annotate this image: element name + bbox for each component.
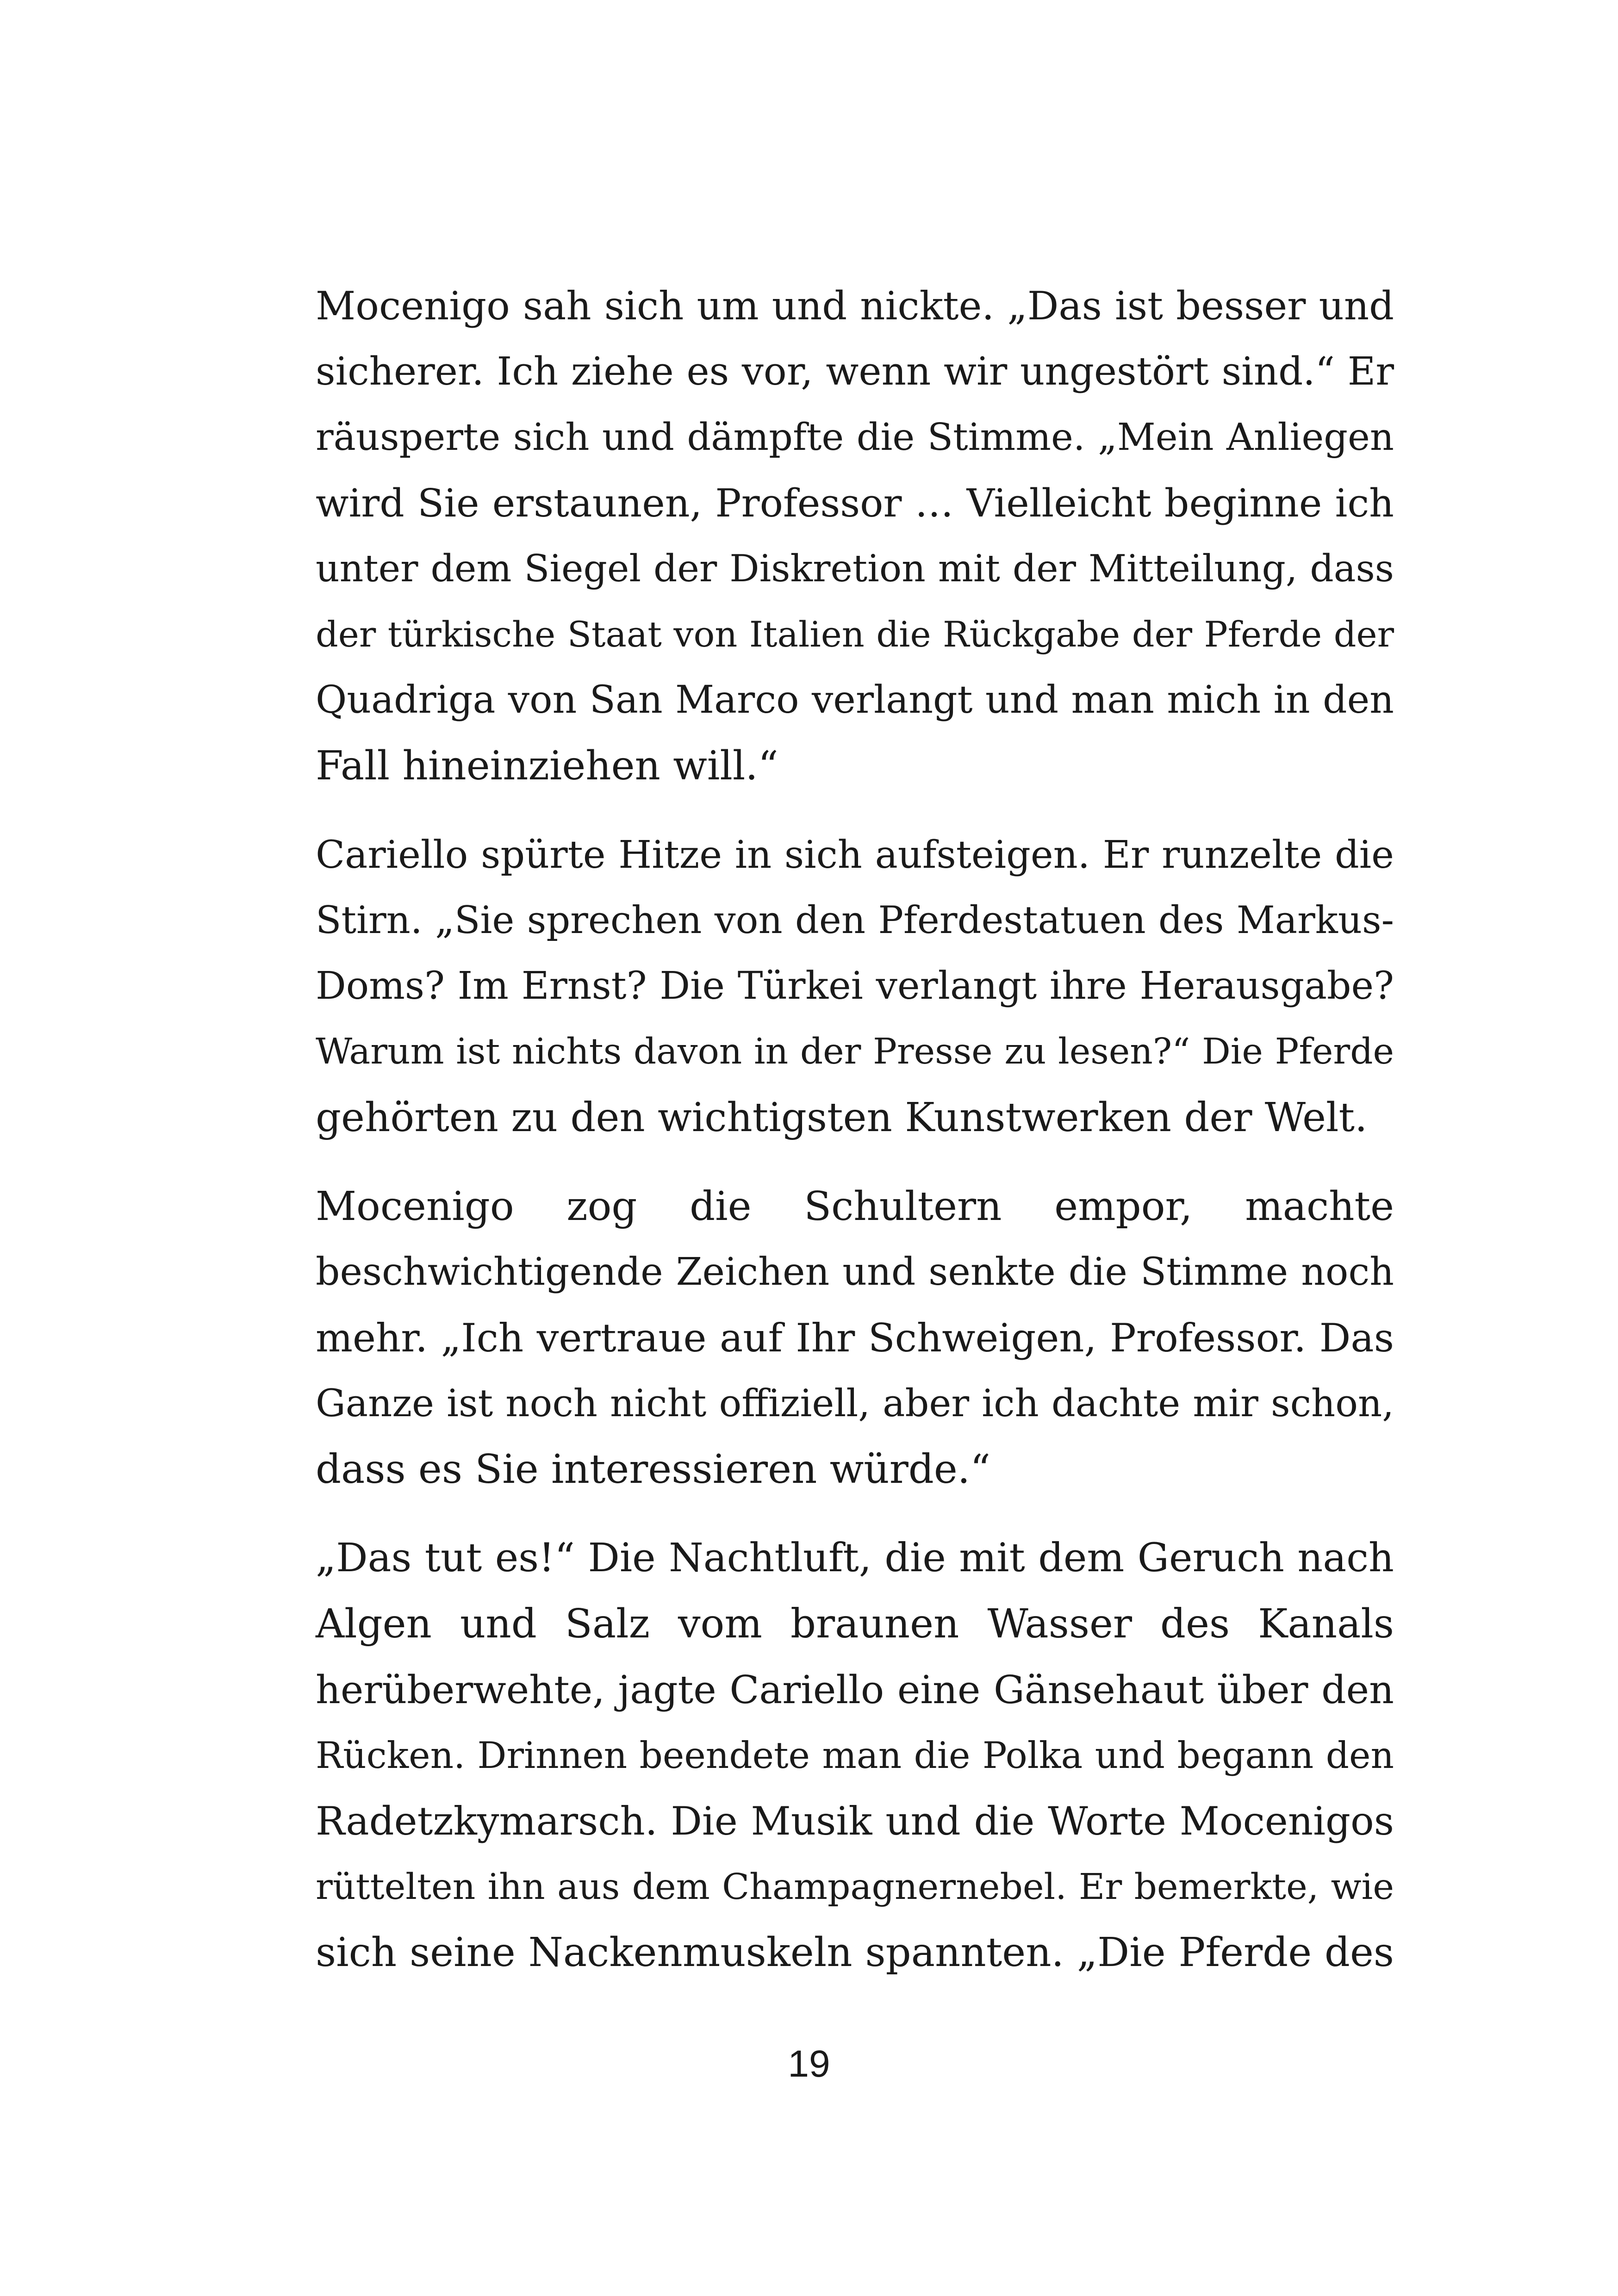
text-line: der türkische Staat von Italien die Rückgabe der Pferde der	[316, 614, 1394, 655]
text-line: Stirn. „Sie sprechen von den Pferdestatuen des Markus-	[316, 899, 1394, 942]
paragraph-4	[316, 1525, 1394, 1985]
page-number: 19	[788, 2043, 830, 2085]
text-line: beschwichtigende Zeichen und senkte die Stimme noch	[316, 1250, 1394, 1294]
text-line: mehr. „Ich vertraue auf Ihr Schweigen, Professor. Das	[316, 1315, 1394, 1361]
text-line: herüberwehte, jagte Cariello eine Gänsehaut über den	[316, 1667, 1394, 1712]
text-line: dass es Sie interessieren würde.“	[316, 1446, 991, 1493]
text-line: unter dem Siegel der Diskretion mit der Mitteilung, dass	[316, 547, 1394, 590]
body-text	[316, 273, 1394, 2009]
paragraph-3	[316, 1174, 1394, 1502]
paragraph-1	[316, 273, 1394, 799]
text-line: rüttelten ihn aus dem Champagnernebel. Er bemerkte, wie	[316, 1866, 1394, 1908]
text-line: Mocenigo zog die Schultern empor, machte	[316, 1183, 1394, 1230]
text-line: Rücken. Drinnen beendete man die Polka und begann den	[316, 1734, 1394, 1777]
text-line: Algen und Salz vom braunen Wasser des Kanals	[316, 1601, 1394, 1647]
text-line: Doms? Im Ernst? Die Türkei verlangt ihre Herausgabe?	[316, 964, 1394, 1008]
text-line: Ganze ist noch nicht offiziell, aber ich dachte mir schon,	[316, 1382, 1394, 1425]
text-line: sich seine Nackenmuskeln spannten. „Die Pferde des	[316, 1929, 1394, 1976]
text-line: Cariello spürte Hitze in sich aufsteigen. Er runzelte die	[316, 833, 1394, 877]
text-line: Quadriga von San Marco verlangt und man mich in den	[316, 678, 1394, 722]
text-line: Radetzkymarsch. Die Musik und die Worte Mocenigos	[316, 1798, 1394, 1844]
text-line: „Das tut es!“ Die Nachtluft, die mit dem Geruch nach	[316, 1535, 1394, 1581]
text-line: Warum ist nichts davon in der Presse zu lesen?“ Die Pferde	[316, 1031, 1394, 1072]
text-line: räusperte sich und dämpfte die Stimme. „Mein Anliegen	[316, 416, 1394, 459]
paragraph-2	[316, 822, 1394, 1151]
text-line: wird Sie erstaunen, Professor … Vielleicht beginne ich	[316, 480, 1394, 526]
text-line: gehörten zu den wichtigsten Kunstwerken der Welt.	[316, 1095, 1368, 1141]
text-line: sicherer. Ich ziehe es vor, wenn wir ungestört sind.“ Er	[316, 349, 1394, 394]
text-line: Fall hineinziehen will.“	[316, 743, 778, 789]
text-line: Mocenigo sah sich um und nickte. „Das ist besser und	[316, 283, 1394, 329]
